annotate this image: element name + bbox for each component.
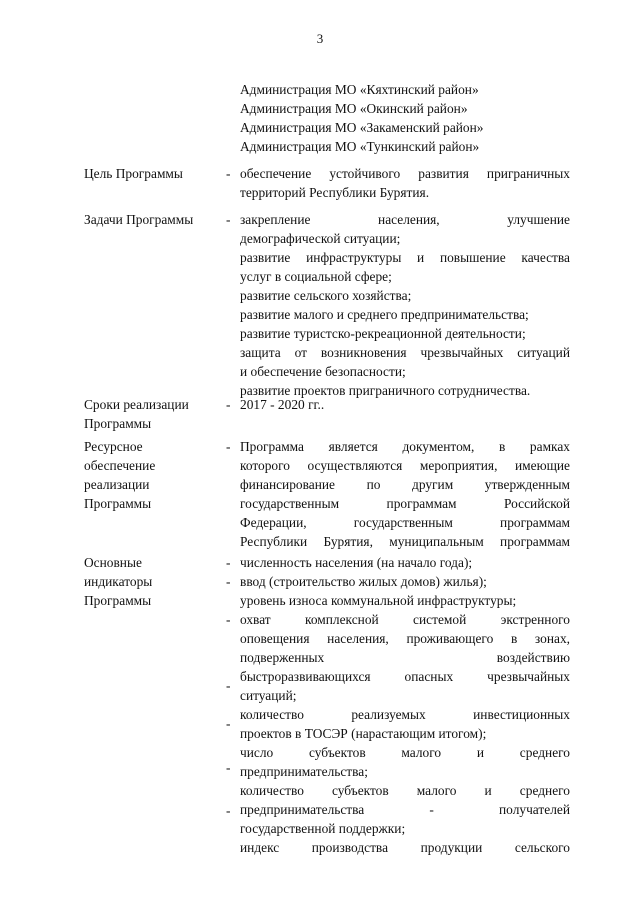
terms-label: Сроки реализации Программы	[84, 397, 189, 431]
goal-label: Цель Программы	[84, 166, 183, 181]
indicators-text: численность населения (на начало года); ввод (строительство жилых домов) жилья); уровень износа коммунальной инфраструктуры; охват комплексной системой экстренного оповещения населения, проживающего в зонах, подверженных воздействию быстроразвивающихся опасных чрезвычайных ситуаций; количество реализуемых инвестиционных проектов в ТОСЭР (нарастающим итогом); число субъектов малого и среднего предпринимательства; количество субъектов малого и среднего предпринимательства - получателей государственной поддержки; индекс производства продукции сельского	[240, 555, 570, 855]
terms-text: 2017 - 2020 гг..	[240, 397, 325, 412]
tasks-text: закрепление населения, улучшение демографической ситуации; развитие инфраструктуры и повышение качества услуг в социальной сфере; развитие сельского хозяйства; развитие малого и среднего предпринимательства; развитие туристско-рекреационной деятельности; защита от возникновения чрезвычайных ситуаций и обеспечение безопасности; развитие проектов приграничного сотрудничества.	[240, 212, 570, 398]
goal-text: обеспечение устойчивого развития приграничных территорий Республики Бурятия.	[240, 166, 570, 200]
administrations-list	[240, 80, 483, 156]
dash-marker: -	[226, 439, 231, 454]
dash-marker: -	[226, 612, 231, 627]
dash-marker: -	[226, 212, 231, 227]
dash-marker: -	[226, 574, 231, 589]
dash-marker: -	[226, 166, 231, 181]
dash-marker: -	[226, 760, 231, 775]
dash-marker: -	[226, 678, 231, 693]
resources-text: Программа является документом, в рамках которого осуществляются мероприятия, имеющие финансирование по другим утвержденным государственным программам Российской Федерации, государственным программам Республики Бурятия, муниципальным программам	[240, 439, 570, 549]
dash-marker: -	[226, 397, 231, 412]
admin-line: Администрация МО «Окинский район»	[240, 101, 468, 116]
dash-marker: -	[226, 716, 231, 731]
page-number: 3	[316, 31, 324, 46]
admin-line: Администрация МО «Тункинский район»	[240, 139, 480, 154]
admin-line: Администрация МО «Закаменский район»	[240, 120, 484, 135]
indicators-label: Основные индикаторы Программы	[84, 555, 153, 608]
resources-label: Ресурсное обеспечение реализации Программы	[84, 439, 156, 511]
admin-line: Администрация МО «Кяхтинский район»	[240, 82, 479, 97]
dash-marker: -	[226, 803, 231, 818]
tasks-label: Задачи Программы	[84, 212, 194, 227]
dash-marker: -	[226, 555, 231, 570]
